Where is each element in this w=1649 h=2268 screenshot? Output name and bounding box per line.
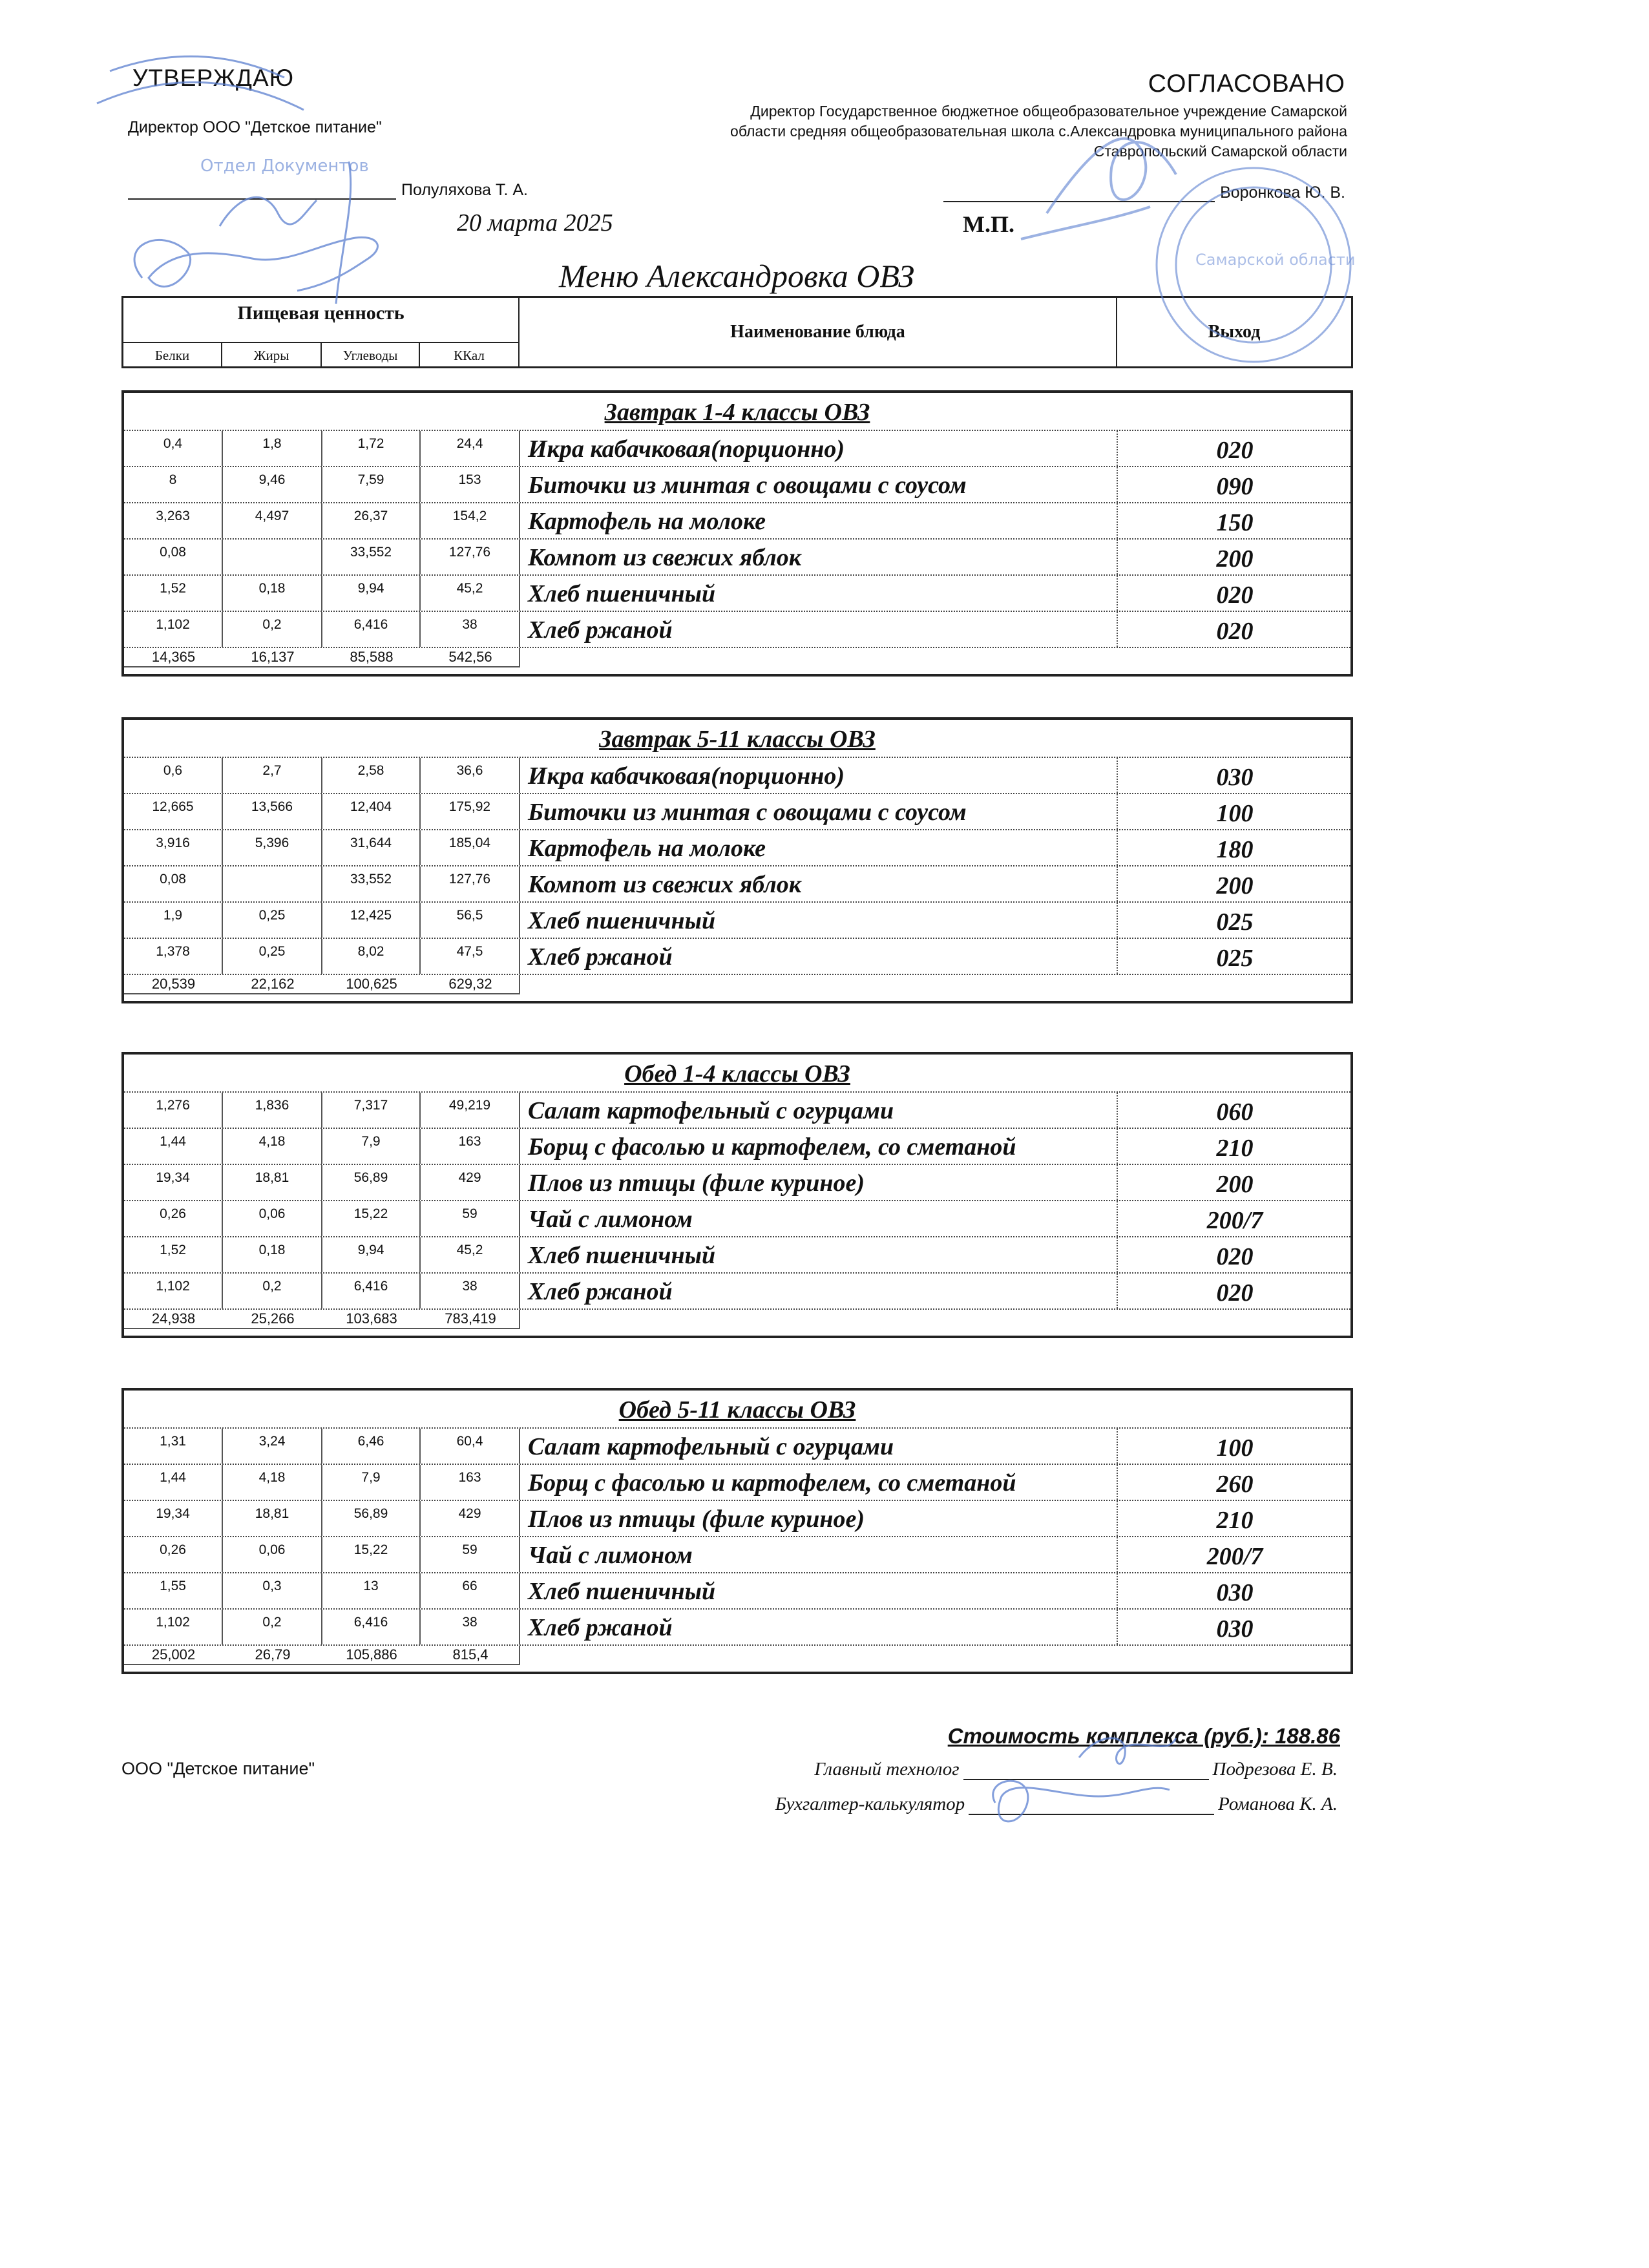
table-row — [124, 866, 1350, 903]
fats-cell: 4,18 — [223, 1129, 322, 1164]
kcal-cell: 49,219 — [421, 1093, 520, 1128]
dish-output: 020 — [1216, 618, 1254, 645]
fats-cell: 0,18 — [223, 1237, 322, 1272]
dish-name: Салат картофельный с огурцами — [520, 1093, 1118, 1128]
approve-position: Директор ООО "Детское питание" — [128, 118, 382, 136]
menu-section-breakfast-5-11 — [121, 717, 1353, 1003]
table-header — [121, 296, 1353, 368]
proteins-cell: 3,916 — [124, 830, 223, 865]
carbs-cell: 56,89 — [322, 1501, 421, 1536]
dish-name: Хлеб ржаной — [520, 1610, 1118, 1644]
kcal-cell: 36,6 — [421, 758, 520, 793]
signature-underline — [969, 1797, 1214, 1815]
kcal-cell: 24,4 — [421, 431, 520, 466]
signature-underline — [128, 183, 396, 200]
dish-name: Картофель на молоке — [520, 830, 1118, 865]
fats-cell: 0,2 — [223, 1274, 322, 1308]
kcal-cell: 429 — [421, 1501, 520, 1536]
dish-name: Хлеб ржаной — [520, 1274, 1118, 1308]
proteins-cell: 1,31 — [124, 1429, 223, 1464]
carbs-cell: 15,22 — [322, 1201, 421, 1236]
proteins-cell: 1,276 — [124, 1093, 223, 1128]
dish-output: 030 — [1216, 1579, 1254, 1606]
agree-position-line: области средняя общеобразовательная школа с.Александровка муниципального района — [730, 123, 1347, 140]
total-row — [124, 975, 1350, 1001]
proteins-cell: 1,52 — [124, 576, 223, 611]
table-row — [124, 939, 1350, 975]
nutrition-header: Пищевая ценность — [123, 298, 520, 343]
kcal-cell: 38 — [421, 1610, 520, 1644]
kcal-cell: 429 — [421, 1165, 520, 1200]
kcal-cell: 38 — [421, 1274, 520, 1308]
dish-name: Компот из свежих яблок — [520, 540, 1118, 574]
carbs-cell: 56,89 — [322, 1165, 421, 1200]
dish-name: Биточки из минтая с овощами с соусом — [520, 467, 1118, 502]
dish-output: 100 — [1216, 800, 1254, 827]
fats-cell: 0,25 — [223, 939, 322, 974]
total-kcal-cell: 542,56 — [448, 649, 492, 665]
table-row — [124, 830, 1350, 866]
dish-output: 200 — [1216, 545, 1254, 572]
kcal-cell: 66 — [421, 1573, 520, 1608]
table-row — [124, 903, 1350, 939]
dish-output: 150 — [1216, 509, 1254, 536]
carbs-cell: 2,58 — [322, 758, 421, 793]
fats-cell: 1,8 — [223, 431, 322, 466]
acct-role: Бухгалтер-калькулятор — [775, 1794, 965, 1814]
table-row — [124, 467, 1350, 503]
carbs-cell: 7,59 — [322, 467, 421, 502]
proteins-cell: 1,9 — [124, 903, 223, 938]
fats-cell: 2,7 — [223, 758, 322, 793]
fats-cell: 18,81 — [223, 1165, 322, 1200]
proteins-cell: 0,26 — [124, 1201, 223, 1236]
carbs-cell: 33,552 — [322, 540, 421, 574]
table-row — [124, 1501, 1350, 1537]
acct-name: Романова К. А. — [1218, 1794, 1338, 1814]
carbs-cell: 7,317 — [322, 1093, 421, 1128]
kcal-cell: 47,5 — [421, 939, 520, 974]
agree-signature-line — [943, 184, 1345, 202]
table-row — [124, 1573, 1350, 1610]
table-row — [124, 794, 1350, 830]
fats-cell: 3,24 — [223, 1429, 322, 1464]
table-row — [124, 1537, 1350, 1573]
dish-output: 200 — [1216, 872, 1254, 899]
approve-date: 20 марта 2025 — [457, 209, 613, 236]
agree-position-line: Ставропольский Самарской области — [1093, 143, 1347, 160]
carbs-cell: 12,404 — [322, 794, 421, 829]
dish-name: Хлеб пшеничный — [520, 1573, 1118, 1608]
total-row — [124, 648, 1350, 674]
carbs-cell: 1,72 — [322, 431, 421, 466]
table-row — [124, 1129, 1350, 1165]
table-row — [124, 431, 1350, 467]
approve-title: УТВЕРЖДАЮ — [132, 65, 295, 91]
agree-title: СОГЛАСОВАНО — [1148, 70, 1345, 98]
dish-name: Борщ с фасолью и картофелем, со сметаной — [520, 1129, 1118, 1164]
kcal-cell: 59 — [421, 1537, 520, 1572]
dish-name: Хлеб пшеничный — [520, 576, 1118, 611]
kcal-cell: 175,92 — [421, 794, 520, 829]
table-row — [124, 1237, 1350, 1274]
total-carbs-cell: 100,625 — [346, 976, 397, 992]
dish-name: Плов из птицы (филе куриное) — [520, 1165, 1118, 1200]
proteins-cell: 1,44 — [124, 1129, 223, 1164]
kcal-cell: 185,04 — [421, 830, 520, 865]
fats-cell: 0,2 — [223, 612, 322, 647]
total-row — [124, 1310, 1350, 1336]
dish-output: 260 — [1216, 1471, 1254, 1498]
approve-signature-line — [128, 181, 528, 200]
dish-output: 030 — [1216, 764, 1254, 791]
carbs-cell: 31,644 — [322, 830, 421, 865]
acct-signature-row — [775, 1794, 1338, 1815]
kcal-cell: 127,76 — [421, 540, 520, 574]
menu-section-lunch-1-4 — [121, 1052, 1353, 1338]
section-title: Завтрак 1-4 классы ОВЗ — [124, 393, 1350, 431]
dish-output: 030 — [1216, 1615, 1254, 1643]
kcal-cell: 127,76 — [421, 866, 520, 901]
dish-name: Компот из свежих яблок — [520, 866, 1118, 901]
carbs-cell: 26,37 — [322, 503, 421, 538]
dish-name: Хлеб пшеничный — [520, 1237, 1118, 1272]
dish-name: Салат картофельный с огурцами — [520, 1429, 1118, 1464]
stamp-text: Самарской области — [1195, 251, 1356, 269]
table-row — [124, 1274, 1350, 1310]
fats-cell: 18,81 — [223, 1501, 322, 1536]
proteins-cell: 0,08 — [124, 540, 223, 574]
dish-output: 020 — [1216, 437, 1254, 464]
fats-cell: 0,06 — [223, 1201, 322, 1236]
total-carbs-cell: 103,683 — [346, 1310, 397, 1327]
proteins-header: Белки — [123, 343, 222, 368]
dish-name: Икра кабачковая(порционно) — [520, 431, 1118, 466]
total-carbs-cell: 105,886 — [346, 1646, 397, 1663]
signature-underline — [943, 185, 1215, 202]
dish-name: Чай с лимоном — [520, 1537, 1118, 1572]
fats-cell: 1,836 — [223, 1093, 322, 1128]
proteins-cell: 1,44 — [124, 1465, 223, 1500]
kcal-cell: 154,2 — [421, 503, 520, 538]
dish-name: Хлеб пшеничный — [520, 903, 1118, 938]
dish-output: 020 — [1216, 1243, 1254, 1270]
dish-output: 025 — [1216, 908, 1254, 936]
kcal-cell: 163 — [421, 1129, 520, 1164]
tech-name: Подрезова Е. В. — [1212, 1759, 1338, 1780]
carbs-cell: 7,9 — [322, 1129, 421, 1164]
kcal-cell: 163 — [421, 1465, 520, 1500]
fats-header: Жиры — [222, 343, 322, 368]
carbs-cell: 33,552 — [322, 866, 421, 901]
proteins-cell: 0,4 — [124, 431, 223, 466]
table-row — [124, 576, 1350, 612]
proteins-cell: 1,52 — [124, 1237, 223, 1272]
kcal-cell: 45,2 — [421, 1237, 520, 1272]
total-kcal-cell: 815,4 — [452, 1646, 488, 1663]
fats-cell: 9,46 — [223, 467, 322, 502]
section-title: Завтрак 5-11 классы ОВЗ — [124, 720, 1350, 758]
dish-output: 200 — [1216, 1171, 1254, 1198]
dish-name: Хлеб ржаной — [520, 939, 1118, 974]
total-fats-cell: 22,162 — [251, 976, 295, 992]
carbs-header: Углеводы — [322, 343, 420, 368]
total-fats-cell: 25,266 — [251, 1310, 295, 1327]
section-title: Обед 5-11 классы ОВЗ — [124, 1391, 1350, 1429]
dish-name: Хлеб ржаной — [520, 612, 1118, 647]
tech-role: Главный технолог — [814, 1759, 960, 1780]
dish-output: 100 — [1216, 1434, 1254, 1462]
dish-output: 090 — [1216, 473, 1254, 500]
carbs-cell: 13 — [322, 1573, 421, 1608]
total-row — [124, 1646, 1350, 1672]
carbs-cell: 6,416 — [322, 1274, 421, 1308]
menu-section-breakfast-1-4 — [121, 390, 1353, 677]
proteins-cell: 1,102 — [124, 1610, 223, 1644]
table-row — [124, 1610, 1350, 1646]
proteins-cell: 19,34 — [124, 1165, 223, 1200]
section-title: Обед 1-4 классы ОВЗ — [124, 1055, 1350, 1093]
total-proteins-cell: 20,539 — [151, 976, 196, 992]
signature-underline — [963, 1762, 1209, 1780]
agree-position-line: Директор Государственное бюджетное общеобразовательное учреждение Самарской — [750, 103, 1347, 120]
dish-output: 200/7 — [1206, 1207, 1263, 1234]
dish-output: 180 — [1216, 836, 1254, 863]
total-fats-cell: 26,79 — [255, 1646, 291, 1663]
dish-output: 210 — [1216, 1507, 1254, 1534]
carbs-cell: 9,94 — [322, 576, 421, 611]
fats-cell: 0,06 — [223, 1537, 322, 1572]
dish-name: Биточки из минтая с овощами с соусом — [520, 794, 1118, 829]
fats-cell — [223, 866, 322, 901]
kcal-header: ККал — [420, 343, 520, 368]
fats-cell: 0,25 — [223, 903, 322, 938]
kcal-cell: 56,5 — [421, 903, 520, 938]
carbs-cell: 6,46 — [322, 1429, 421, 1464]
proteins-cell: 0,26 — [124, 1537, 223, 1572]
kcal-cell: 59 — [421, 1201, 520, 1236]
dish-name: Икра кабачковая(порционно) — [520, 758, 1118, 793]
dish-output: 025 — [1216, 945, 1254, 972]
tech-signature-row — [814, 1759, 1338, 1780]
fats-cell: 4,18 — [223, 1465, 322, 1500]
stamp-text: Отдел Документов — [200, 156, 369, 176]
dish-output: 210 — [1216, 1135, 1254, 1162]
dish-output: 020 — [1216, 1279, 1254, 1307]
signature-stroke — [1021, 207, 1150, 239]
total-proteins-cell: 25,002 — [151, 1646, 196, 1663]
signature-stroke — [220, 197, 317, 226]
carbs-cell: 9,94 — [322, 1237, 421, 1272]
table-row — [124, 1165, 1350, 1201]
table-row — [124, 1201, 1350, 1237]
total-proteins-cell: 24,938 — [151, 1310, 196, 1327]
proteins-cell: 12,665 — [124, 794, 223, 829]
proteins-cell: 1,378 — [124, 939, 223, 974]
dish-name: Чай с лимоном — [520, 1201, 1118, 1236]
kcal-cell: 45,2 — [421, 576, 520, 611]
proteins-cell: 1,55 — [124, 1573, 223, 1608]
total-proteins-cell: 14,365 — [151, 649, 196, 665]
fats-cell: 0,2 — [223, 1610, 322, 1644]
agree-name: Воронкова Ю. В. — [1220, 184, 1345, 202]
proteins-cell: 0,08 — [124, 866, 223, 901]
proteins-cell: 0,6 — [124, 758, 223, 793]
kcal-cell: 153 — [421, 467, 520, 502]
dish-output: 060 — [1216, 1098, 1254, 1126]
proteins-cell: 1,102 — [124, 612, 223, 647]
menu-section-lunch-5-11 — [121, 1388, 1353, 1674]
proteins-cell: 3,263 — [124, 503, 223, 538]
fats-cell — [223, 540, 322, 574]
table-row — [124, 1093, 1350, 1129]
table-row — [124, 1465, 1350, 1501]
kcal-cell: 38 — [421, 612, 520, 647]
table-row — [124, 758, 1350, 794]
carbs-cell: 6,416 — [322, 1610, 421, 1644]
kcal-cell: 60,4 — [421, 1429, 520, 1464]
total-kcal-cell: 629,32 — [448, 976, 492, 992]
carbs-cell: 7,9 — [322, 1465, 421, 1500]
table-row — [124, 612, 1350, 648]
agree-position — [636, 101, 1347, 162]
complex-cost: Стоимость комплекса (руб.): 188.86 — [947, 1724, 1340, 1748]
carbs-cell: 12,425 — [322, 903, 421, 938]
fats-cell: 0,3 — [223, 1573, 322, 1608]
total-kcal-cell: 783,419 — [445, 1310, 496, 1327]
approve-name: Полуляхова Т. А. — [401, 181, 528, 199]
dish-output: 200/7 — [1206, 1543, 1263, 1570]
table-row — [124, 503, 1350, 540]
table-row — [124, 1429, 1350, 1465]
proteins-cell: 19,34 — [124, 1501, 223, 1536]
company-name: ООО "Детское питание" — [121, 1759, 315, 1778]
dish-output: 020 — [1216, 582, 1254, 609]
dish-name-header: Наименование блюда — [520, 298, 1117, 366]
dish-name: Картофель на молоке — [520, 503, 1118, 538]
fats-cell: 0,18 — [223, 576, 322, 611]
dish-name: Борщ с фасолью и картофелем, со сметаной — [520, 1465, 1118, 1500]
proteins-cell: 8 — [124, 467, 223, 502]
fats-cell: 13,566 — [223, 794, 322, 829]
carbs-cell: 15,22 — [322, 1537, 421, 1572]
carbs-cell: 6,416 — [322, 612, 421, 647]
fats-cell: 4,497 — [223, 503, 322, 538]
seal-place: М.П. — [963, 211, 1014, 237]
output-header: Выход — [1208, 322, 1261, 342]
total-fats-cell: 16,137 — [251, 649, 295, 665]
carbs-cell: 8,02 — [322, 939, 421, 974]
page-title: Меню Александровка ОВЗ — [559, 258, 914, 294]
fats-cell: 5,396 — [223, 830, 322, 865]
table-row — [124, 540, 1350, 576]
dish-name: Плов из птицы (филе куриное) — [520, 1501, 1118, 1536]
proteins-cell: 1,102 — [124, 1274, 223, 1308]
total-carbs-cell: 85,588 — [350, 649, 394, 665]
